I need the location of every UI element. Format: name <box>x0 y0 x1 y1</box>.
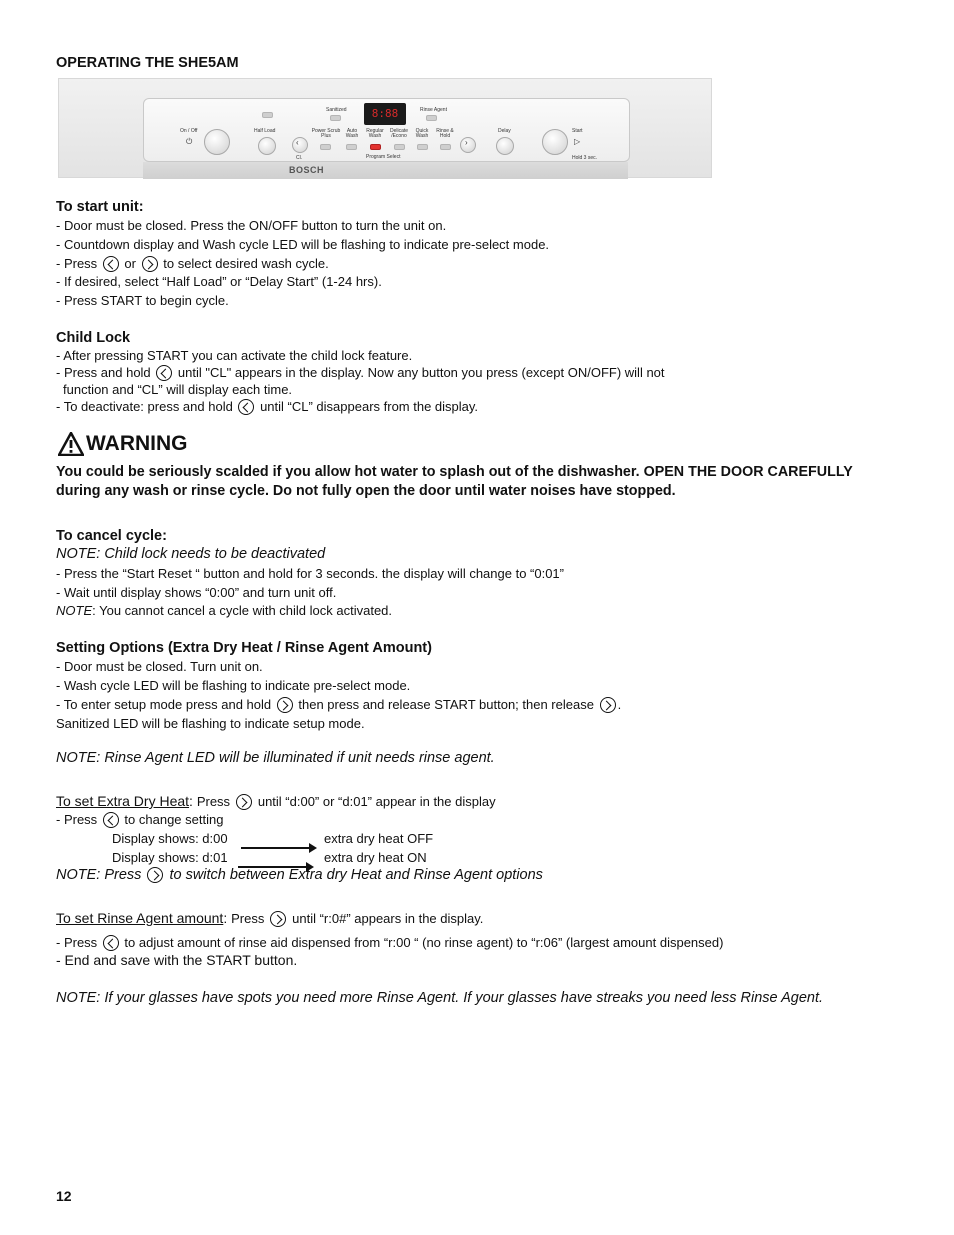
delay-label: Delay <box>498 128 511 134</box>
text: until “CL” disappears from the display. <box>260 399 479 414</box>
display-d01-result: extra dry heat ON <box>324 850 427 865</box>
text: : <box>223 910 232 926</box>
options-line: - Door must be closed. Turn unit on. <box>56 659 263 674</box>
half-load-label: Half Load <box>254 128 276 134</box>
chevron-left-icon <box>103 256 119 272</box>
chevron-right-icon <box>270 911 286 927</box>
text: - Press <box>56 935 98 950</box>
brand-logo: BOSCH <box>289 165 325 175</box>
cancel-heading: To cancel cycle: <box>56 528 167 544</box>
options-note: NOTE: Rinse Agent LED will be illuminated if unit needs rinse agent. <box>56 750 495 766</box>
rinse-line <box>56 934 723 952</box>
text: - Press and hold <box>56 365 151 380</box>
delicate-label: Delicate /Econo <box>389 128 409 139</box>
program-select-label: Program Select <box>366 154 401 160</box>
rinse-agent-label: Rinse Agent <box>420 107 447 113</box>
chevron-right-icon: › <box>465 138 468 147</box>
child-lock-line: function and “CL” will display each time. <box>63 382 293 397</box>
cancel-note: NOTE: Child lock needs to be deactivated <box>56 546 326 562</box>
chevron-left-icon: ‹ <box>296 138 299 147</box>
start-unit-line: - Door must be closed. Press the ON/OFF button to turn the unit on. <box>56 218 447 233</box>
wash-led <box>346 144 357 150</box>
panel-right-arrow <box>460 137 476 153</box>
cl-label: Cl. <box>296 155 303 161</box>
wash-led-active <box>370 144 381 150</box>
chevron-left-icon <box>156 365 172 381</box>
chevron-right-icon <box>147 867 163 883</box>
page-number: 12 <box>56 1188 72 1204</box>
sanitized-led <box>330 115 341 121</box>
countdown-display: 8:88 <box>364 103 406 125</box>
wash-led <box>320 144 331 150</box>
chevron-right-icon <box>600 697 616 713</box>
start-unit-line <box>56 255 329 273</box>
text: to select desired wash cycle. <box>163 256 329 271</box>
options-line: Sanitized LED will be flashing to indicate setup mode. <box>56 716 365 731</box>
options-line: - Wash cycle LED will be flashing to indicate pre-select mode. <box>56 678 411 693</box>
display-d00-result: extra dry heat OFF <box>324 831 434 846</box>
text: . <box>617 697 622 712</box>
rinse-line <box>56 910 483 927</box>
rinse-hold-label: Rinse & Hold <box>436 128 454 139</box>
start-label: Start <box>572 128 583 134</box>
wash-led <box>394 144 405 150</box>
led-indicator <box>262 112 273 118</box>
extra-dry-line <box>56 811 223 829</box>
text: - Press <box>56 812 98 827</box>
half-load-button <box>258 137 276 155</box>
wash-led <box>417 144 428 150</box>
text: until “r:0#” appears in the display. <box>292 911 484 926</box>
extra-dry-note <box>56 867 543 883</box>
extra-dry-heading: To set Extra Dry Heat <box>56 793 190 809</box>
options-heading: Setting Options (Extra Dry Heat / Rinse Agent Amount) <box>56 640 432 656</box>
child-lock-line <box>56 398 478 416</box>
text: to switch between Extra dry Heat and Rinse Agent options <box>169 867 543 883</box>
arrow-right-icon <box>241 847 315 849</box>
sanitized-label: Sanitized <box>326 107 347 113</box>
control-panel-image <box>58 78 712 178</box>
cancel-line: - Wait until display shows “0:00” and turn unit off. <box>56 585 337 600</box>
cancel-line: - Press the “Start Reset “ button and hold for 3 seconds. the display will change to “0:01” <box>56 566 564 581</box>
chevron-left-icon <box>238 399 254 415</box>
quick-wash-label: Quick Wash <box>415 128 429 139</box>
warning-heading: WARNING <box>86 432 188 455</box>
text: - Press <box>56 256 98 271</box>
control-panel-face <box>143 98 630 162</box>
cancel-line <box>56 602 392 620</box>
panel-left-arrow <box>292 137 308 153</box>
chevron-left-icon <box>103 812 119 828</box>
text: then press and release START button; then release <box>298 697 594 712</box>
child-lock-line: - After pressing START you can activate the child lock feature. <box>56 348 413 363</box>
onoff-knob <box>204 129 230 155</box>
child-lock-line <box>56 364 665 382</box>
power-scrub-label: Power Scrub Plus <box>311 128 341 139</box>
arrow <box>241 839 317 857</box>
text: Press <box>231 911 265 926</box>
rinse-line: - End and save with the START button. <box>56 952 298 968</box>
delay-button <box>496 137 514 155</box>
regular-wash-label: Regular Wash <box>366 128 384 139</box>
text: NOTE <box>56 603 93 618</box>
page-heading: OPERATING THE SHE5AM <box>56 55 239 71</box>
text: until "CL" appears in the display. Now any button you press (except ON/OFF) will not <box>177 365 665 380</box>
text: NOTE: Press <box>56 867 142 883</box>
panel-strip <box>143 162 628 179</box>
text: to change setting <box>124 812 224 827</box>
text: or <box>124 256 136 271</box>
display-d00-row: Display shows: d:00 <box>112 831 228 846</box>
wash-led <box>440 144 451 150</box>
warning-icon <box>58 432 84 456</box>
text: - To deactivate: press and hold <box>56 399 233 414</box>
rinse-note: NOTE: If your glasses have spots you need more Rinse Agent. If your glasses have streaks you need less Rinse Agent. <box>56 990 824 1006</box>
rinse-agent-led <box>426 115 437 121</box>
child-lock-heading: Child Lock <box>56 330 131 346</box>
chevron-right-icon <box>236 794 252 810</box>
extra-dry-line <box>56 793 496 810</box>
start-unit-line: - If desired, select “Half Load” or “Delay Start” (1-24 hrs). <box>56 274 382 289</box>
power-icon: ⏻ <box>186 137 193 146</box>
play-icon: ▷ <box>574 137 581 146</box>
text: : <box>189 793 197 809</box>
hold-label: Hold 3 sec. <box>572 155 598 161</box>
warning-text: during any wash or rinse cycle. Do not fully open the door until water noises have stopped. <box>56 483 676 499</box>
start-knob <box>542 129 568 155</box>
text: to adjust amount of rinse aid dispensed from “r:00 “ (no rinse agent) to “r:06” (largest amount dispensed) <box>124 935 724 950</box>
text: Press <box>196 794 231 809</box>
start-unit-line: - Press START to begin cycle. <box>56 293 229 308</box>
warning-text: You could be seriously scalded if you allow hot water to splash out of the dishwasher. OPEN THE DOOR CAREFULLY <box>56 464 853 480</box>
display-d01-row: Display shows: d:01 <box>112 850 228 865</box>
options-line <box>56 696 621 714</box>
auto-wash-label: Auto Wash <box>345 128 359 139</box>
text: - To enter setup mode press and hold <box>56 697 272 712</box>
chevron-right-icon <box>277 697 293 713</box>
text: until “d:00” or “d:01” appear in the display <box>257 794 496 809</box>
text: : You cannot cancel a cycle with child lock activated. <box>92 603 393 618</box>
start-unit-line: - Countdown display and Wash cycle LED will be flashing to indicate pre-select mode. <box>56 237 550 252</box>
chevron-right-icon <box>142 256 158 272</box>
rinse-heading: To set Rinse Agent amount <box>56 910 224 926</box>
chevron-left-icon <box>103 935 119 951</box>
start-unit-heading: To start unit: <box>56 199 144 215</box>
onoff-label: On / Off <box>180 128 198 134</box>
